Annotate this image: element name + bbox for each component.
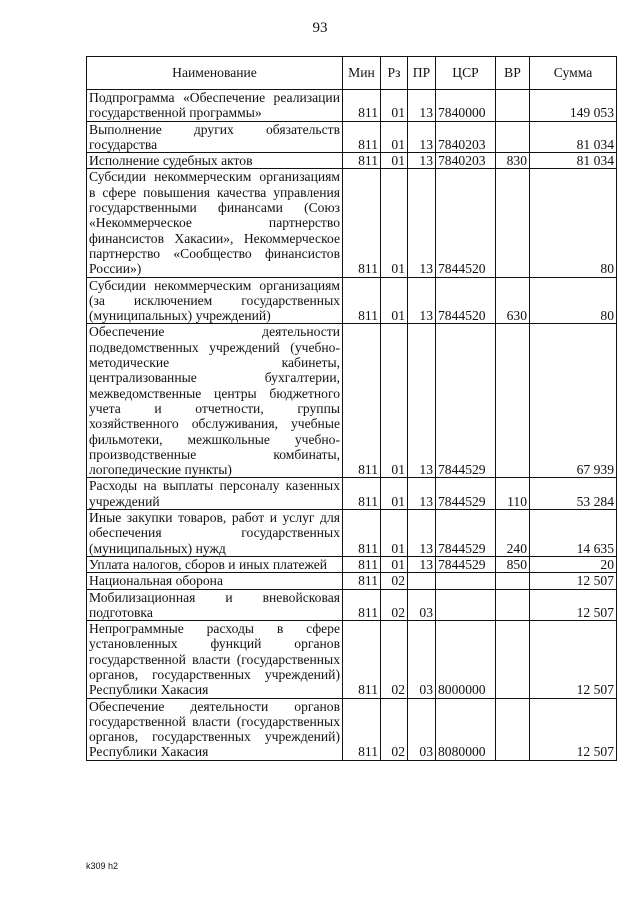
cell-name: Непрограммные расходы в сфере установленных функций органов государственной власти (государственных органов, государственных учреждений) Республики Хакасия xyxy=(87,621,343,698)
cell-rz: 01 xyxy=(381,90,408,122)
cell-pr: 13 xyxy=(408,510,436,557)
table-row xyxy=(87,169,617,277)
cell-csr: 7840203 xyxy=(436,153,496,169)
table-row xyxy=(87,277,617,324)
cell-min: 811 xyxy=(343,573,381,589)
cell-sum: 12 507 xyxy=(530,589,617,621)
cell-vr: 110 xyxy=(496,478,530,510)
table-row xyxy=(87,621,617,698)
cell-name: Субсидии некоммерческим организациям в сфере повышения качества управления государственными финансами (Союз «Некоммерческое партнерство финансистов Хакасии», Некоммерческое партнерство «Сообщество финансистов России») xyxy=(87,169,343,277)
cell-name: Подпрограмма «Обеспечение реализации государственной программы» xyxy=(87,90,343,122)
cell-csr: 7840000 xyxy=(436,90,496,122)
cell-name: Мобилизационная и вневойсковая подготовка xyxy=(87,589,343,621)
cell-rz: 02 xyxy=(381,573,408,589)
cell-rz: 01 xyxy=(381,153,408,169)
table-row xyxy=(87,573,617,589)
cell-name: Исполнение судебных актов xyxy=(87,153,343,169)
cell-rz: 01 xyxy=(381,121,408,153)
cell-name: Выполнение других обязательств государства xyxy=(87,121,343,153)
cell-rz: 01 xyxy=(381,324,408,478)
cell-pr: 13 xyxy=(408,90,436,122)
cell-csr: 7844520 xyxy=(436,277,496,324)
cell-min: 811 xyxy=(343,169,381,277)
page-number: 93 xyxy=(312,20,328,36)
cell-sum: 12 507 xyxy=(530,621,617,698)
cell-pr: 13 xyxy=(408,324,436,478)
cell-csr: 7844529 xyxy=(436,478,496,510)
cell-pr: 13 xyxy=(408,556,436,572)
cell-min: 811 xyxy=(343,556,381,572)
cell-vr xyxy=(496,169,530,277)
cell-pr: 03 xyxy=(408,589,436,621)
cell-sum: 12 507 xyxy=(530,698,617,760)
cell-pr: 13 xyxy=(408,121,436,153)
cell-min: 811 xyxy=(343,621,381,698)
cell-pr: 13 xyxy=(408,169,436,277)
cell-vr xyxy=(496,589,530,621)
cell-name: Уплата налогов, сборов и иных платежей xyxy=(87,556,343,572)
cell-vr xyxy=(496,324,530,478)
cell-pr: 13 xyxy=(408,153,436,169)
cell-vr: 630 xyxy=(496,277,530,324)
cell-csr: 8000000 xyxy=(436,621,496,698)
cell-rz: 01 xyxy=(381,478,408,510)
cell-sum: 12 507 xyxy=(530,573,617,589)
cell-name: Обеспечение деятельности органов государственной власти (государственных органов, государственных учреждений) Республики Хакасия xyxy=(87,698,343,760)
header-rz: Рз xyxy=(381,57,408,90)
table-row xyxy=(87,510,617,557)
cell-name: Национальная оборона xyxy=(87,573,343,589)
cell-csr: 8080000 xyxy=(436,698,496,760)
header-name: Наименование xyxy=(87,57,343,90)
cell-pr: 03 xyxy=(408,621,436,698)
cell-pr: 13 xyxy=(408,478,436,510)
cell-min: 811 xyxy=(343,478,381,510)
cell-pr: 13 xyxy=(408,277,436,324)
cell-vr xyxy=(496,698,530,760)
cell-vr xyxy=(496,621,530,698)
cell-sum: 14 635 xyxy=(530,510,617,557)
table-row xyxy=(87,90,617,122)
header-pr: ПР xyxy=(408,57,436,90)
cell-rz: 01 xyxy=(381,556,408,572)
cell-sum: 20 xyxy=(530,556,617,572)
cell-rz: 02 xyxy=(381,621,408,698)
cell-vr: 830 xyxy=(496,153,530,169)
cell-rz: 01 xyxy=(381,169,408,277)
cell-rz: 01 xyxy=(381,510,408,557)
footer-code: k309 h2 xyxy=(86,861,119,871)
table-row xyxy=(87,556,617,572)
header-csr: ЦСР xyxy=(436,57,496,90)
table-body xyxy=(87,90,617,761)
cell-sum: 149 053 xyxy=(530,90,617,122)
cell-vr xyxy=(496,121,530,153)
cell-csr: 7844520 xyxy=(436,169,496,277)
cell-min: 811 xyxy=(343,698,381,760)
cell-min: 811 xyxy=(343,153,381,169)
cell-csr: 7844529 xyxy=(436,556,496,572)
cell-name: Обеспечение деятельности подведомственных учреждений (учебно-методические кабинеты, централизованные бухгалтерии, межведомственные центры бюджетного учета и отчетности, группы хозяйственного обслуживания, учебные фильмотеки, межшкольные учебно-производственные комбинаты, логопедические пункты) xyxy=(87,324,343,478)
cell-rz: 02 xyxy=(381,589,408,621)
cell-vr xyxy=(496,90,530,122)
cell-name: Расходы на выплаты персоналу казенных учреждений xyxy=(87,478,343,510)
cell-sum: 80 xyxy=(530,277,617,324)
cell-vr: 850 xyxy=(496,556,530,572)
cell-min: 811 xyxy=(343,324,381,478)
table-header-row xyxy=(87,57,617,90)
table-row xyxy=(87,153,617,169)
cell-name: Субсидии некоммерческим организациям (за исключением государственных (муниципальных) учреждений) xyxy=(87,277,343,324)
cell-min: 811 xyxy=(343,277,381,324)
cell-csr xyxy=(436,573,496,589)
cell-sum: 81 034 xyxy=(530,121,617,153)
cell-sum: 53 284 xyxy=(530,478,617,510)
cell-csr: 7844529 xyxy=(436,324,496,478)
header-min: Мин xyxy=(343,57,381,90)
table-row xyxy=(87,698,617,760)
cell-csr xyxy=(436,589,496,621)
cell-rz: 01 xyxy=(381,277,408,324)
header-vr: ВР xyxy=(496,57,530,90)
cell-csr: 7844529 xyxy=(436,510,496,557)
cell-pr xyxy=(408,573,436,589)
cell-rz: 02 xyxy=(381,698,408,760)
cell-vr: 240 xyxy=(496,510,530,557)
cell-min: 811 xyxy=(343,90,381,122)
table-row xyxy=(87,478,617,510)
cell-min: 811 xyxy=(343,589,381,621)
cell-vr xyxy=(496,573,530,589)
budget-table xyxy=(86,56,617,761)
table-row xyxy=(87,121,617,153)
cell-csr: 7840203 xyxy=(436,121,496,153)
header-sum: Сумма xyxy=(530,57,617,90)
table-row xyxy=(87,324,617,478)
cell-name: Иные закупки товаров, работ и услуг для обеспечения государственных (муниципальных) нужд xyxy=(87,510,343,557)
cell-min: 811 xyxy=(343,510,381,557)
cell-sum: 67 939 xyxy=(530,324,617,478)
table-row xyxy=(87,589,617,621)
cell-pr: 03 xyxy=(408,698,436,760)
cell-sum: 81 034 xyxy=(530,153,617,169)
cell-min: 811 xyxy=(343,121,381,153)
cell-sum: 80 xyxy=(530,169,617,277)
